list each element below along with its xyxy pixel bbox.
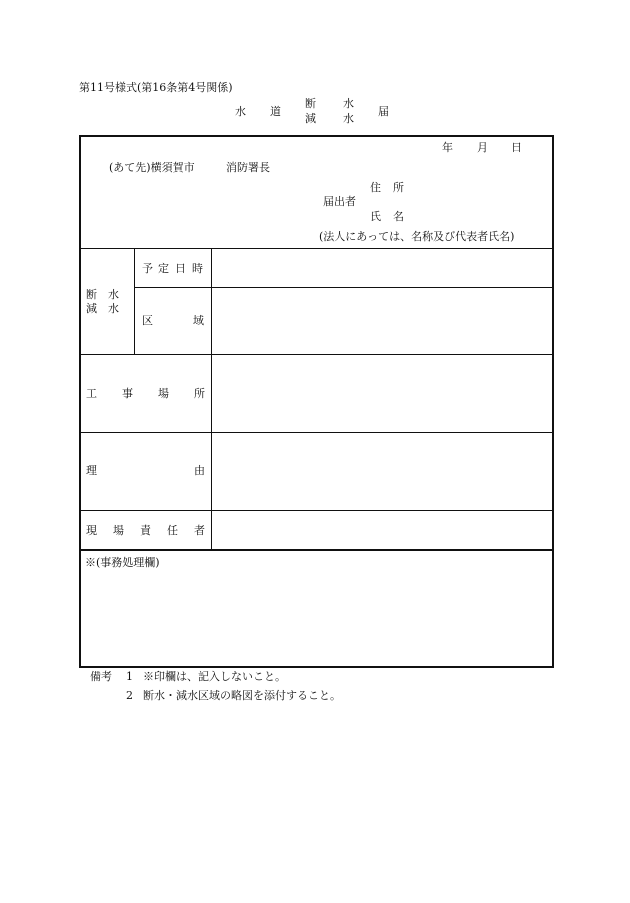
title-char: 水 xyxy=(235,105,246,118)
addressee: (あて先)横須賀市 xyxy=(109,161,195,174)
divider xyxy=(79,510,552,511)
divider xyxy=(211,248,212,550)
label-char: 者 xyxy=(194,524,205,537)
note-number: 2 xyxy=(126,689,133,702)
label-char: 所 xyxy=(194,387,205,400)
divider xyxy=(79,354,552,355)
divider xyxy=(134,287,552,288)
label-char: 現 xyxy=(86,524,97,537)
area-label: 区 xyxy=(142,314,153,327)
corporate-note: (法人にあっては、名称及び代表者氏名) xyxy=(319,230,515,243)
title-char: 水 xyxy=(343,112,354,125)
label-char: 場 xyxy=(158,387,169,400)
reason-label: 由 xyxy=(194,464,205,477)
title-char: 水 xyxy=(343,97,354,110)
date-day: 日 xyxy=(511,141,522,154)
form-number: 第11号様式(第16条第4号関係) xyxy=(79,81,233,94)
label-char: 予 xyxy=(142,262,153,275)
label-char: 責 xyxy=(140,524,151,537)
label-char: 工 xyxy=(86,387,97,400)
divider xyxy=(79,248,552,249)
label-char: 任 xyxy=(167,524,178,537)
name-label: 氏 xyxy=(370,210,381,223)
label-char: 場 xyxy=(113,524,124,537)
chief: 消防署長 xyxy=(226,161,270,174)
address-label: 所 xyxy=(393,181,404,194)
applicant-label: 届出者 xyxy=(323,195,356,208)
note-number: 1 xyxy=(126,670,133,683)
label-char: 事 xyxy=(122,387,133,400)
note-text: 断水・減水区域の略図を添付すること。 xyxy=(143,689,341,702)
reason-label: 理 xyxy=(86,464,97,477)
office-use-label: ※(事務処理欄) xyxy=(85,556,160,569)
label-char: 時 xyxy=(192,262,203,275)
notes-label: 備考 xyxy=(90,670,112,683)
title-char: 断 xyxy=(305,97,316,110)
title-char: 届 xyxy=(378,105,389,118)
address-label: 住 xyxy=(370,181,381,194)
divider xyxy=(79,432,552,433)
reduction-label: 減 水 xyxy=(86,302,119,315)
title-char: 減 xyxy=(305,112,316,125)
label-char: 日 xyxy=(175,262,186,275)
divider xyxy=(79,549,552,551)
area-label: 域 xyxy=(193,314,204,327)
form-table xyxy=(79,135,554,668)
name-label: 名 xyxy=(393,210,404,223)
divider xyxy=(134,248,135,354)
label-char: 定 xyxy=(158,262,169,275)
outage-label: 断 水 xyxy=(86,288,119,301)
title-char: 道 xyxy=(270,105,281,118)
note-text: ※印欄は、記入しないこと。 xyxy=(143,670,286,683)
date-month: 月 xyxy=(477,141,488,154)
date-year: 年 xyxy=(442,141,453,154)
